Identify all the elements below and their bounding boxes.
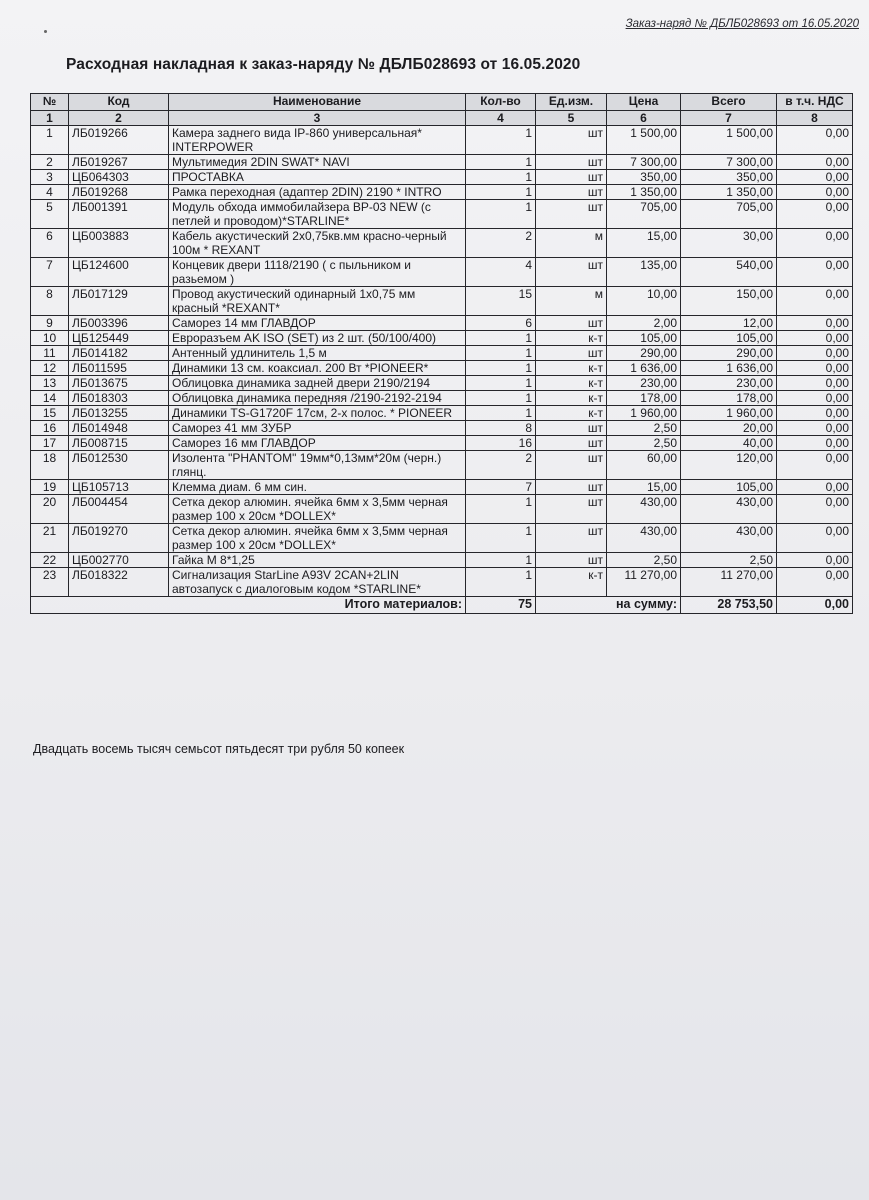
row-code: ЛБ013675 [69, 376, 169, 391]
row-qty: 1 [466, 126, 536, 155]
row-number: 5 [31, 200, 69, 229]
row-price: 1 500,00 [607, 126, 681, 155]
row-total: 12,00 [681, 316, 777, 331]
row-name: Кабель акустический 2х0,75кв.мм красно-черный 100м * REXANT [169, 229, 466, 258]
column-header: Цена [607, 94, 681, 111]
row-total: 105,00 [681, 331, 777, 346]
table-row [31, 331, 853, 346]
row-unit: к-т [536, 391, 607, 406]
row-code: ЦБ003883 [69, 229, 169, 258]
row-unit: шт [536, 170, 607, 185]
table-row [31, 524, 853, 553]
row-total: 230,00 [681, 376, 777, 391]
row-unit: к-т [536, 331, 607, 346]
table-row [31, 316, 853, 331]
row-vat: 0,00 [777, 568, 853, 597]
row-code: ЛБ019270 [69, 524, 169, 553]
row-vat: 0,00 [777, 451, 853, 480]
row-code: ЦБ125449 [69, 331, 169, 346]
row-number: 1 [31, 126, 69, 155]
column-number: 2 [69, 111, 169, 126]
items-table [30, 93, 853, 614]
column-number: 5 [536, 111, 607, 126]
row-price: 15,00 [607, 480, 681, 495]
row-vat: 0,00 [777, 495, 853, 524]
row-qty: 1 [466, 495, 536, 524]
totals-vat: 0,00 [777, 597, 853, 614]
row-price: 430,00 [607, 524, 681, 553]
row-code: ЛБ014182 [69, 346, 169, 361]
row-unit: м [536, 229, 607, 258]
row-qty: 1 [466, 346, 536, 361]
column-number: 4 [466, 111, 536, 126]
table-row [31, 126, 853, 155]
row-unit: шт [536, 553, 607, 568]
row-number: 13 [31, 376, 69, 391]
row-number: 20 [31, 495, 69, 524]
row-vat: 0,00 [777, 316, 853, 331]
row-unit: к-т [536, 376, 607, 391]
row-number: 11 [31, 346, 69, 361]
row-unit: к-т [536, 568, 607, 597]
row-name: Динамики 13 см. коаксиал. 200 Вт *PIONEER* [169, 361, 466, 376]
scan-mark [44, 30, 47, 33]
row-price: 11 270,00 [607, 568, 681, 597]
row-name: Мультимедия 2DIN SWAT* NAVI [169, 155, 466, 170]
row-total: 20,00 [681, 421, 777, 436]
row-qty: 2 [466, 229, 536, 258]
column-header: Код [69, 94, 169, 111]
row-total: 105,00 [681, 480, 777, 495]
row-price: 7 300,00 [607, 155, 681, 170]
row-name: Саморез 41 мм ЗУБР [169, 421, 466, 436]
row-price: 2,50 [607, 553, 681, 568]
row-name: Облицовка динамика передняя /2190-2192-2194 [169, 391, 466, 406]
column-number: 1 [31, 111, 69, 126]
row-total: 40,00 [681, 436, 777, 451]
row-name: Сетка декор алюмин. ячейка 6мм х 3,5мм черная размер 100 х 20см *DOLLEX* [169, 495, 466, 524]
row-unit: шт [536, 155, 607, 170]
row-vat: 0,00 [777, 421, 853, 436]
row-vat: 0,00 [777, 406, 853, 421]
row-qty: 15 [466, 287, 536, 316]
row-qty: 1 [466, 185, 536, 200]
table-row [31, 480, 853, 495]
row-code: ЛБ001391 [69, 200, 169, 229]
row-name: Облицовка динамика задней двери 2190/2194 [169, 376, 466, 391]
row-price: 705,00 [607, 200, 681, 229]
row-number: 8 [31, 287, 69, 316]
row-total: 30,00 [681, 229, 777, 258]
table-row [31, 287, 853, 316]
row-name: Камера заднего вида IP-860 универсальная* INTERPOWER [169, 126, 466, 155]
row-total: 150,00 [681, 287, 777, 316]
order-reference: Заказ-наряд № ДБЛБ028693 от 16.05.2020 [625, 18, 859, 30]
row-qty: 1 [466, 553, 536, 568]
row-price: 105,00 [607, 331, 681, 346]
row-vat: 0,00 [777, 480, 853, 495]
totals-sum: 28 753,50 [681, 597, 777, 614]
row-unit: шт [536, 316, 607, 331]
row-price: 2,50 [607, 421, 681, 436]
row-unit: шт [536, 524, 607, 553]
row-name: Сигнализация StarLine A93V 2CAN+2LIN автозапуск с диалоговым кодом *STARLINE* [169, 568, 466, 597]
column-number: 8 [777, 111, 853, 126]
header-row [31, 94, 853, 111]
row-number: 12 [31, 361, 69, 376]
row-vat: 0,00 [777, 524, 853, 553]
column-number: 7 [681, 111, 777, 126]
row-code: ЛБ019267 [69, 155, 169, 170]
row-vat: 0,00 [777, 391, 853, 406]
table-row [31, 421, 853, 436]
row-code: ЛБ018303 [69, 391, 169, 406]
column-header: Наименование [169, 94, 466, 111]
table-row [31, 436, 853, 451]
row-unit: шт [536, 480, 607, 495]
row-qty: 1 [466, 200, 536, 229]
row-price: 430,00 [607, 495, 681, 524]
row-total: 178,00 [681, 391, 777, 406]
row-code: ЛБ018322 [69, 568, 169, 597]
row-number: 22 [31, 553, 69, 568]
row-total: 540,00 [681, 258, 777, 287]
row-name: Саморез 16 мм ГЛАВДОР [169, 436, 466, 451]
row-number: 15 [31, 406, 69, 421]
table-row [31, 568, 853, 597]
totals-sum-label: на сумму: [536, 597, 681, 614]
row-name: Клемма диам. 6 мм син. [169, 480, 466, 495]
row-unit: шт [536, 436, 607, 451]
table-row [31, 200, 853, 229]
column-header: Ед.изм. [536, 94, 607, 111]
row-name: Концевик двери 1118/2190 ( с пыльником и разьемом ) [169, 258, 466, 287]
row-number: 18 [31, 451, 69, 480]
row-total: 705,00 [681, 200, 777, 229]
row-number: 21 [31, 524, 69, 553]
column-header: в т.ч. НДС [777, 94, 853, 111]
row-code: ЛБ013255 [69, 406, 169, 421]
row-code: ЦБ124600 [69, 258, 169, 287]
row-number: 3 [31, 170, 69, 185]
column-header: Кол-во [466, 94, 536, 111]
row-vat: 0,00 [777, 376, 853, 391]
row-number: 9 [31, 316, 69, 331]
row-code: ЦБ105713 [69, 480, 169, 495]
row-code: ЛБ008715 [69, 436, 169, 451]
row-unit: шт [536, 421, 607, 436]
row-qty: 4 [466, 258, 536, 287]
row-number: 7 [31, 258, 69, 287]
table-row [31, 361, 853, 376]
amount-in-words: Двадцать восемь тысяч семьсот пятьдесят три рубля 50 копеек [33, 742, 405, 756]
row-total: 1 636,00 [681, 361, 777, 376]
row-unit: шт [536, 200, 607, 229]
row-unit: к-т [536, 406, 607, 421]
row-name: Гайка М 8*1,25 [169, 553, 466, 568]
column-number-row [31, 111, 853, 126]
row-price: 2,00 [607, 316, 681, 331]
row-code: ЛБ003396 [69, 316, 169, 331]
row-price: 1 636,00 [607, 361, 681, 376]
table-row [31, 495, 853, 524]
totals-row [31, 597, 853, 614]
row-unit: шт [536, 451, 607, 480]
row-total: 11 270,00 [681, 568, 777, 597]
row-unit: шт [536, 126, 607, 155]
row-qty: 6 [466, 316, 536, 331]
row-total: 120,00 [681, 451, 777, 480]
row-qty: 1 [466, 376, 536, 391]
table-row [31, 553, 853, 568]
row-price: 178,00 [607, 391, 681, 406]
row-name: Провод акустический одинарный 1х0,75 мм красный *REXANT* [169, 287, 466, 316]
row-qty: 1 [466, 568, 536, 597]
row-total: 1 960,00 [681, 406, 777, 421]
row-code: ЛБ014948 [69, 421, 169, 436]
row-vat: 0,00 [777, 361, 853, 376]
row-price: 10,00 [607, 287, 681, 316]
row-number: 10 [31, 331, 69, 346]
row-number: 14 [31, 391, 69, 406]
row-number: 6 [31, 229, 69, 258]
table-row [31, 258, 853, 287]
row-total: 290,00 [681, 346, 777, 361]
row-qty: 1 [466, 406, 536, 421]
totals-qty: 75 [466, 597, 536, 614]
row-unit: м [536, 287, 607, 316]
row-code: ЦБ064303 [69, 170, 169, 185]
row-number: 19 [31, 480, 69, 495]
row-qty: 1 [466, 331, 536, 346]
row-price: 1 960,00 [607, 406, 681, 421]
row-name: Модуль обхода иммобилайзера BP-03 NEW (с петлей и проводом)*STARLINE* [169, 200, 466, 229]
row-vat: 0,00 [777, 185, 853, 200]
row-price: 290,00 [607, 346, 681, 361]
row-code: ЛБ004454 [69, 495, 169, 524]
table-row [31, 155, 853, 170]
row-unit: шт [536, 185, 607, 200]
row-total: 7 300,00 [681, 155, 777, 170]
row-vat: 0,00 [777, 258, 853, 287]
row-number: 16 [31, 421, 69, 436]
row-number: 23 [31, 568, 69, 597]
row-qty: 8 [466, 421, 536, 436]
row-total: 350,00 [681, 170, 777, 185]
table-row [31, 451, 853, 480]
row-vat: 0,00 [777, 170, 853, 185]
column-number: 6 [607, 111, 681, 126]
table-row [31, 376, 853, 391]
row-code: ЛБ012530 [69, 451, 169, 480]
row-price: 60,00 [607, 451, 681, 480]
row-name: Евроразъем AK ISO (SET) из 2 шт. (50/100/400) [169, 331, 466, 346]
column-header: № [31, 94, 69, 111]
row-qty: 2 [466, 451, 536, 480]
row-name: Саморез 14 мм ГЛАВДОР [169, 316, 466, 331]
row-name: Антенный удлинитель 1,5 м [169, 346, 466, 361]
table-row [31, 346, 853, 361]
row-code: ЛБ019266 [69, 126, 169, 155]
row-qty: 1 [466, 155, 536, 170]
table-row [31, 185, 853, 200]
table-row [31, 406, 853, 421]
row-qty: 1 [466, 524, 536, 553]
row-total: 1 500,00 [681, 126, 777, 155]
row-unit: шт [536, 346, 607, 361]
row-number: 4 [31, 185, 69, 200]
row-price: 1 350,00 [607, 185, 681, 200]
row-name: ПРОСТАВКА [169, 170, 466, 185]
row-vat: 0,00 [777, 200, 853, 229]
row-vat: 0,00 [777, 436, 853, 451]
row-name: Рамка переходная (адаптер 2DIN) 2190 * INTRO [169, 185, 466, 200]
row-vat: 0,00 [777, 287, 853, 316]
row-vat: 0,00 [777, 331, 853, 346]
row-unit: шт [536, 258, 607, 287]
row-name: Сетка декор алюмин. ячейка 6мм х 3,5мм черная размер 100 х 20см *DOLLEX* [169, 524, 466, 553]
row-vat: 0,00 [777, 346, 853, 361]
row-code: ЛБ011595 [69, 361, 169, 376]
row-number: 17 [31, 436, 69, 451]
row-total: 430,00 [681, 524, 777, 553]
row-qty: 16 [466, 436, 536, 451]
row-unit: шт [536, 495, 607, 524]
row-price: 2,50 [607, 436, 681, 451]
row-code: ЛБ017129 [69, 287, 169, 316]
row-number: 2 [31, 155, 69, 170]
row-qty: 1 [466, 361, 536, 376]
table-row [31, 391, 853, 406]
row-qty: 1 [466, 391, 536, 406]
row-total: 1 350,00 [681, 185, 777, 200]
row-total: 2,50 [681, 553, 777, 568]
row-unit: к-т [536, 361, 607, 376]
row-code: ЦБ002770 [69, 553, 169, 568]
row-price: 135,00 [607, 258, 681, 287]
row-price: 350,00 [607, 170, 681, 185]
row-qty: 1 [466, 170, 536, 185]
row-code: ЛБ019268 [69, 185, 169, 200]
row-name: Изолента "PHANTOM" 19мм*0,13мм*20м (черн.) глянц. [169, 451, 466, 480]
totals-label: Итого материалов: [31, 597, 466, 614]
table-row [31, 229, 853, 258]
row-total: 430,00 [681, 495, 777, 524]
row-qty: 7 [466, 480, 536, 495]
row-vat: 0,00 [777, 229, 853, 258]
column-number: 3 [169, 111, 466, 126]
row-vat: 0,00 [777, 155, 853, 170]
row-vat: 0,00 [777, 126, 853, 155]
row-name: Динамики TS-G1720F 17см, 2-х полос. * PIONEER [169, 406, 466, 421]
row-price: 15,00 [607, 229, 681, 258]
column-header: Всего [681, 94, 777, 111]
row-price: 230,00 [607, 376, 681, 391]
table-row [31, 170, 853, 185]
row-vat: 0,00 [777, 553, 853, 568]
document-title: Расходная накладная к заказ-наряду № ДБЛБ028693 от 16.05.2020 [66, 56, 581, 73]
